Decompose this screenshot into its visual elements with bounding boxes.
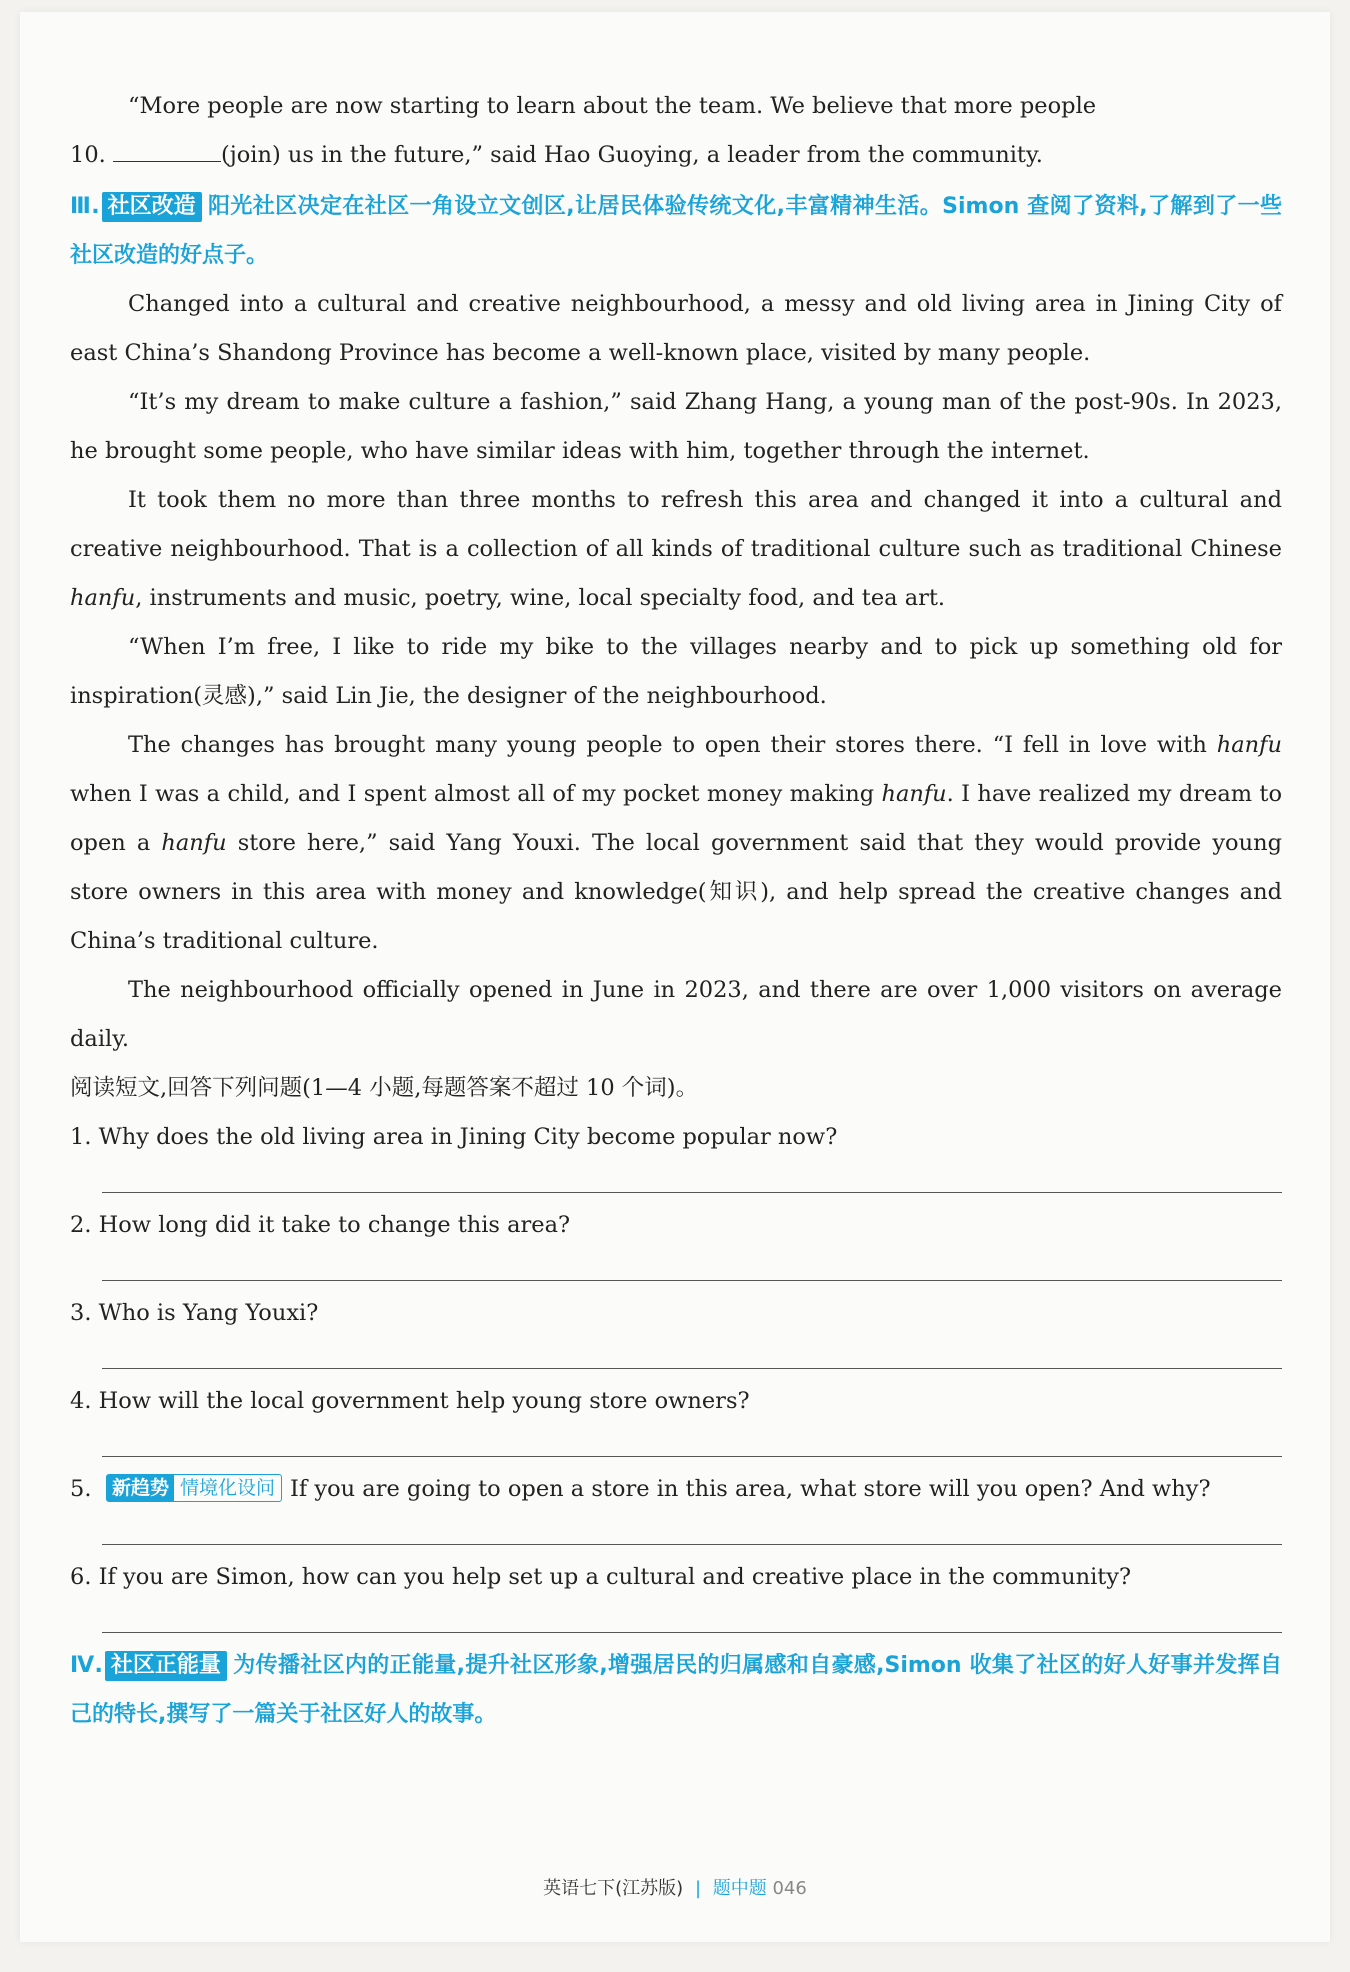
footer-separator: | — [694, 1878, 702, 1899]
passage-paragraph-4: “When I’m free, I like to ride my bike to the villages nearby and to pick up something old for inspiration(灵感),” said Lin Jie, the designer of the neighbourhood. — [70, 634, 1282, 709]
page-number: 046 — [772, 1878, 807, 1899]
p5-text-c: . I have realized my dream to open a — [70, 781, 1282, 856]
question-5 — [70, 1465, 1282, 1514]
hanfu-term: hanfu — [1216, 732, 1282, 758]
section-4-heading — [70, 1641, 1282, 1739]
section-4-tag: 社区正能量 — [105, 1651, 227, 1681]
worksheet-page — [20, 12, 1330, 1942]
p5-text-b: when I was a child, and I spent almost all of my pocket money making — [70, 781, 882, 807]
question-1: 1. Why does the old living area in Jining City become popular now? — [70, 1124, 838, 1150]
answer-line-3[interactable] — [102, 1338, 1282, 1369]
passage-paragraph-6: The neighbourhood officially opened in June in 2023, and there are over 1,000 visitors on average daily. — [70, 977, 1282, 1052]
reading-instructions: 阅读短文,回答下列问题(1—4 小题,每题答案不超过 10 个词)。 — [70, 1075, 699, 1101]
p5-text-a: The changes has brought many young people to open their stores there. “I fell in love with — [128, 732, 1217, 758]
answer-line-2[interactable] — [102, 1250, 1282, 1281]
section-3-numeral: Ⅲ. — [70, 194, 100, 219]
question-4: 4. How will the local government help young store owners? — [70, 1388, 750, 1414]
answer-line-5[interactable] — [102, 1514, 1282, 1545]
page-footer — [20, 1874, 1330, 1900]
hanfu-term: hanfu — [70, 585, 136, 611]
passage-paragraph-3 — [70, 476, 1282, 623]
q10-answer-blank[interactable] — [113, 139, 221, 162]
brand-name: 题中题 — [712, 1878, 767, 1899]
q5-number: 5. — [70, 1476, 92, 1502]
p5-text-d: store here,” said Yang Youxi. The local government said that they would provide young store owners in this area with money and knowledge(知识), and help spread the creative changes and China’s traditional culture. — [70, 830, 1282, 954]
hanfu-term: hanfu — [881, 781, 947, 807]
section-4-intro: 为传播社区内的正能量,提升社区形象,增强居民的归属感和自豪感,Simon 收集了社区的好人好事并发挥自己的特长,撰写了一篇关于社区好人的故事。 — [70, 1653, 1282, 1727]
question-10 — [70, 131, 1282, 180]
page-content — [70, 82, 1282, 1739]
q10-text: (join) us in the future,” said Hao Guoying, a leader from the community. — [220, 142, 1043, 168]
book-title: 英语七下(江苏版) — [543, 1878, 684, 1899]
q10-number: 10. — [70, 142, 106, 168]
section-3-tag: 社区改造 — [102, 192, 202, 222]
passage-paragraph-1: Changed into a cultural and creative neighbourhood, a messy and old living area in Jining City of east China’s Shandong Province has become a well-known place, visited by many people. — [70, 291, 1282, 366]
question-6: 6. If you are Simon, how can you help set up a cultural and creative place in the community? — [70, 1564, 1132, 1590]
answer-line-1[interactable] — [102, 1162, 1282, 1193]
answer-line-6[interactable] — [102, 1602, 1282, 1633]
passage-paragraph-2: “It’s my dream to make culture a fashion,” said Zhang Hang, a young man of the post-90s. In 2023, he brought some people, who have similar ideas with him, together through the internet. — [70, 389, 1282, 464]
p3-text-b: , instruments and music, poetry, wine, local specialty food, and tea art. — [135, 585, 946, 611]
question-3: 3. Who is Yang Youxi? — [70, 1300, 319, 1326]
section-4-numeral: Ⅳ. — [70, 1653, 103, 1678]
new-trend-tag — [106, 1474, 282, 1502]
section-3-heading — [70, 182, 1282, 280]
scenario-question-label: 情境化设问 — [180, 1477, 276, 1499]
quote-line: “More people are now starting to learn about the team. We believe that more people — [128, 93, 1097, 119]
section-3-intro: 阳光社区决定在社区一角设立文创区,让居民体验传统文化,丰富精神生活。Simon 查阅了资料,了解到了一些社区改造的好点子。 — [70, 194, 1283, 268]
passage-paragraph-5 — [70, 721, 1282, 966]
q5-text: If you are going to open a store in this area, what store will you open? And why? — [290, 1476, 1211, 1502]
question-2: 2. How long did it take to change this area? — [70, 1212, 571, 1238]
new-trend-label: 新趋势 — [107, 1475, 174, 1501]
hanfu-term: hanfu — [161, 830, 227, 856]
answer-line-4[interactable] — [102, 1426, 1282, 1457]
p3-text-a: It took them no more than three months to refresh this area and changed it into a cultural and creative neighbourhood. That is a collection of all kinds of traditional culture such as traditional Chinese — [70, 487, 1282, 562]
